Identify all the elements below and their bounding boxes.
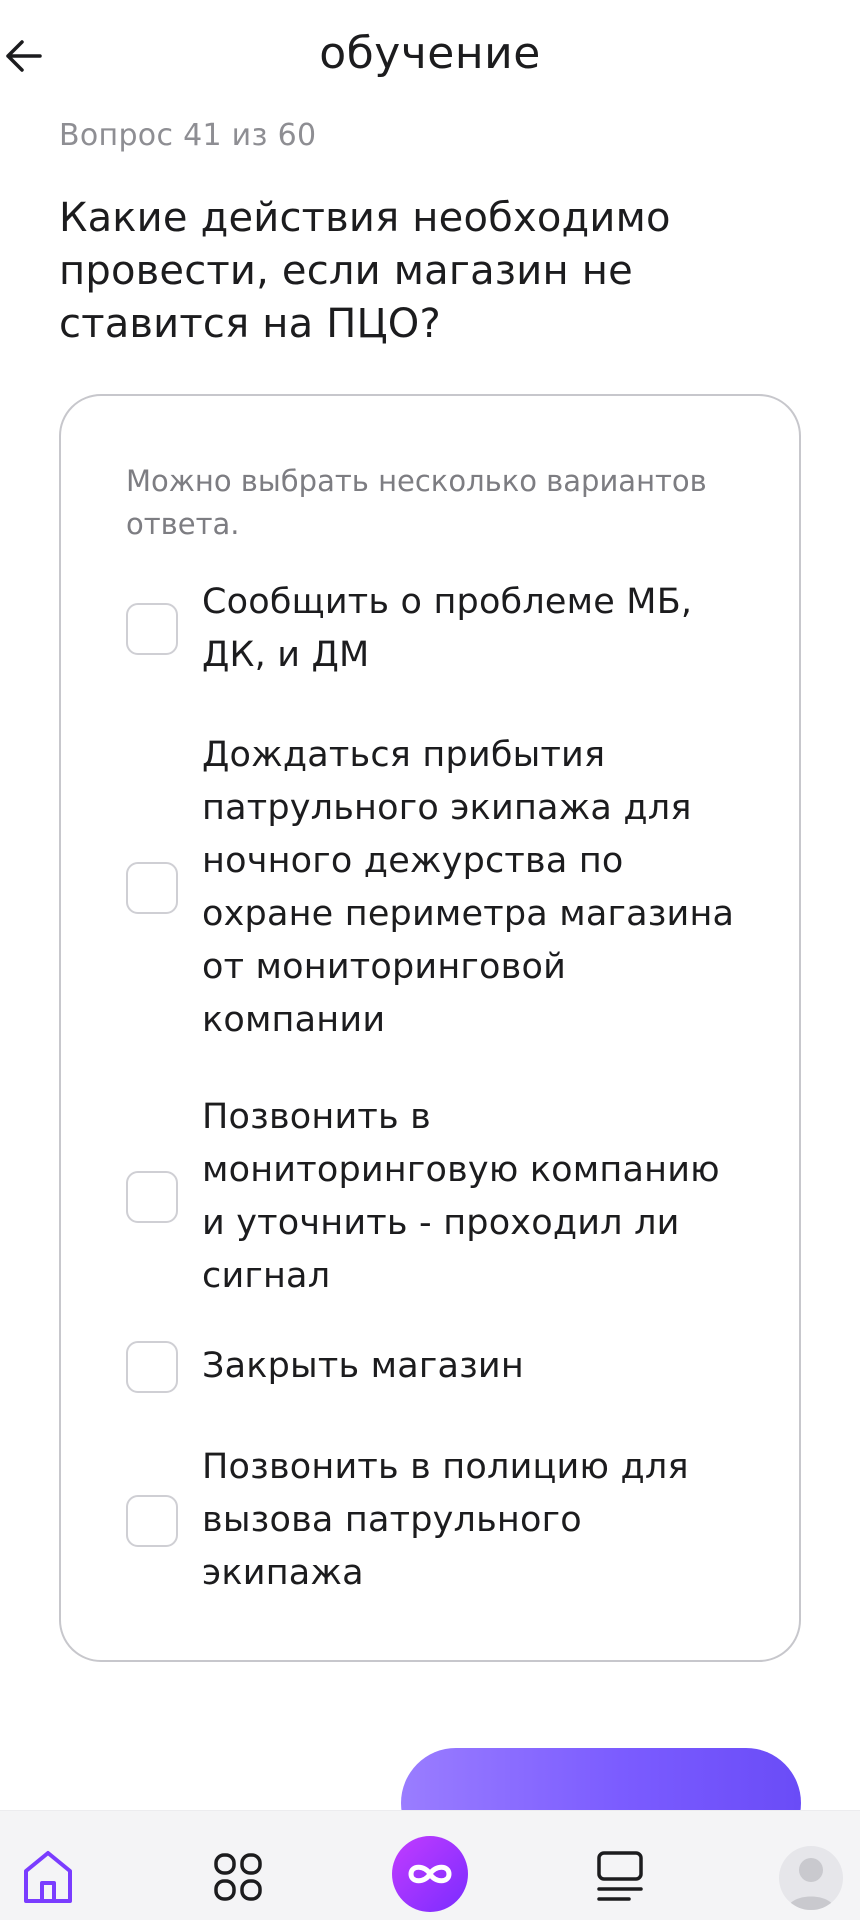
answer-option[interactable] <box>126 1441 766 1600</box>
checkbox[interactable] <box>126 1171 178 1223</box>
answer-label: Закрыть магазин <box>202 1346 524 1386</box>
selection-hint: Можно выбрать несколько вариантов ответа. <box>126 464 707 541</box>
nav-item-home[interactable] <box>3 1811 93 1920</box>
user-icon <box>779 1846 843 1910</box>
answer-label: Позвонить в полицию для вызова патрульного экипажа <box>202 1447 689 1593</box>
infinity-icon <box>405 1859 455 1889</box>
infinity-button <box>392 1836 468 1912</box>
checkbox[interactable] <box>126 603 178 655</box>
nav-item-profile[interactable] <box>766 1811 856 1920</box>
list-icon <box>595 1849 645 1905</box>
answer-option[interactable] <box>126 1340 766 1393</box>
grid-icon <box>212 1851 264 1903</box>
checkbox[interactable] <box>126 1495 178 1547</box>
answer-label: Сообщить о проблеме МБ, ДК, и ДМ <box>202 582 693 675</box>
answer-option[interactable] <box>126 1091 766 1303</box>
nav-item-catalog[interactable] <box>193 1811 283 1920</box>
answer-option[interactable] <box>126 729 766 1047</box>
bottom-nav <box>0 1810 860 1920</box>
answer-card <box>59 394 801 1662</box>
checkbox[interactable] <box>126 1341 178 1393</box>
answer-label: Дождаться прибытия патрульного экипажа для ночного дежурства по охране периметра магазина от мониторинговой компании <box>202 735 735 1040</box>
answer-label: Позвонить в мониторинговую компанию и уточнить - проходил ли сигнал <box>202 1097 720 1296</box>
checkbox[interactable] <box>126 862 178 914</box>
question-text: Какие действия необходимо провести, если магазин не ставится на ПЦО? <box>59 195 671 347</box>
nav-item-list[interactable] <box>575 1811 665 1920</box>
answer-option[interactable] <box>126 576 766 682</box>
avatar <box>779 1846 843 1910</box>
nav-item-center[interactable] <box>385 1811 475 1920</box>
home-icon <box>20 1847 76 1907</box>
page-title: обучение <box>319 28 541 79</box>
header <box>0 0 860 110</box>
question-counter: Вопрос 41 из 60 <box>59 118 317 153</box>
